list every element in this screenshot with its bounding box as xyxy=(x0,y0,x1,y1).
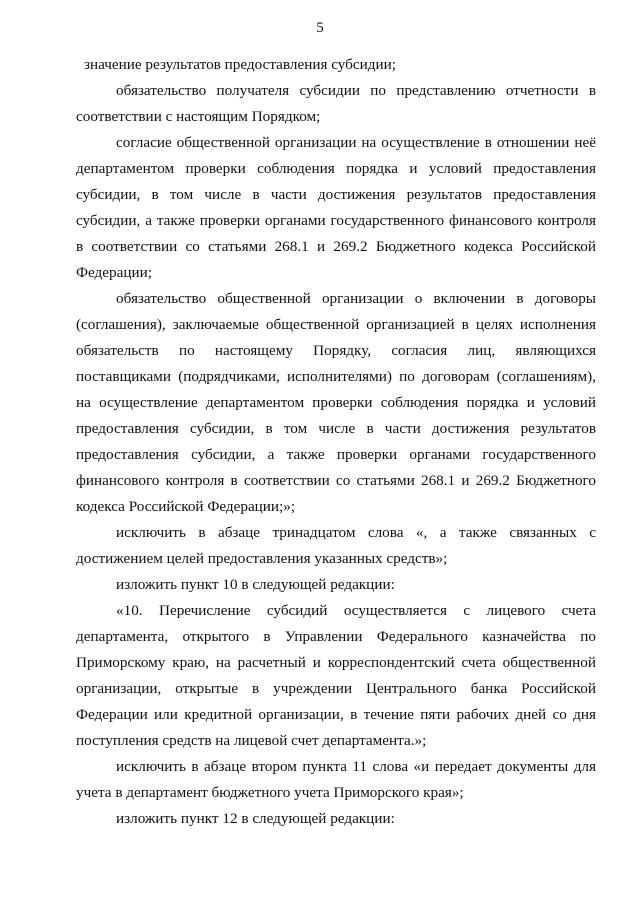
paragraph-point-10-text: «10. Перечисление субсидий осуществляется с лицевого счета департамента, открытого в Управлении Федерального казначейства по Приморскому краю, на расчетный и корреспондентский счета общественной организации, открытые в учреждении Центрального банка Российской Федерации или кредитной организации, в течение пяти рабочих дней со дня поступления средств на лицевой счет департамента.»; xyxy=(76,602,596,749)
paragraph-exclude-point-11: исключить в абзаце втором пункта 11 слова «и передает документы для учета в департамент бюджетного учета Приморского края»; xyxy=(76,758,596,801)
paragraph-exclude-thirteenth: исключить в абзаце тринадцатом слова «, а также связанных с достижением целей предоставления указанных средств»; xyxy=(76,524,596,567)
paragraph-contract-inclusion: обязательство общественной организации о включении в договоры (соглашения), заключаемые общественной организацией в целях исполнения обязательств по настоящему Порядку, согласия лиц, являющихся поставщиками (подрядчиками, исполнителями) по договорам (соглашениям), на осуществление департаментом проверки соблюдения порядка и условий предоставления субсидии, в том числе в части достижения результатов предоставления субсидии, а также проверки органами государственного финансового контроля в соответствии со статьями 268.1 и 269.2 Бюджетного кодекса Российской Федерации;»; xyxy=(76,290,596,515)
paragraph-point-12-heading: изложить пункт 12 в следующей редакции: xyxy=(116,810,395,827)
paragraph-reporting-obligation: обязательство получателя субсидии по представлению отчетности в соответствии с настоящим Порядком; xyxy=(76,82,596,125)
paragraph-result-value: значение результатов предоставления субсидии; xyxy=(84,56,396,73)
paragraph-consent-inspection: согласие общественной организации на осуществление в отношении неё департаментом проверки соблюдения порядка и условий предоставления субсидии, в том числе в части достижения результатов предоставления субсидии, а также проверки органами государственного финансового контроля в соответствии со статьями 268.1 и 269.2 Бюджетного кодекса Российской Федерации; xyxy=(76,134,596,281)
paragraph-point-10-heading: изложить пункт 10 в следующей редакции: xyxy=(116,576,395,593)
page-number: 5 xyxy=(316,20,324,36)
document-body xyxy=(76,52,596,832)
